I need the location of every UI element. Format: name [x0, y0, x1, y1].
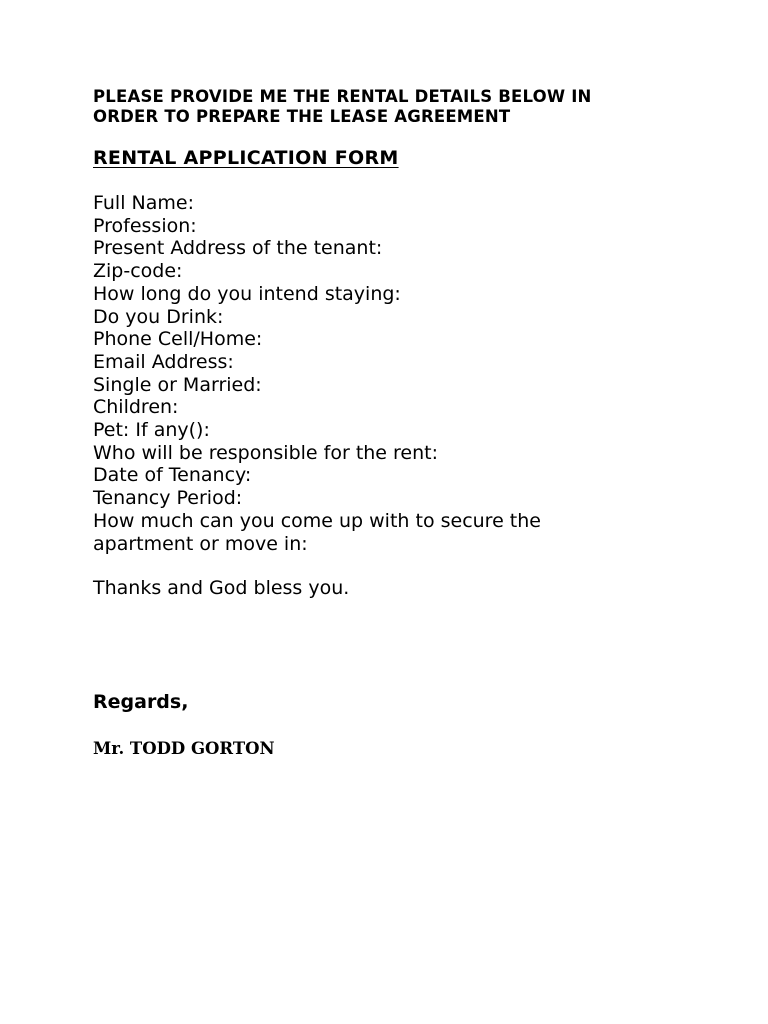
field-phone: Phone Cell/Home: [93, 328, 263, 351]
field-tenancy-period: Tenancy Period: [93, 487, 243, 510]
field-pet: Pet: If any(): [93, 419, 210, 442]
field-marital-status: Single or Married: [93, 373, 262, 396]
field-email: Email Address: [93, 350, 234, 373]
signature-name: Mr. TODD GORTON [93, 739, 275, 758]
intro-instruction [93, 87, 693, 127]
field-date-of-tenancy: Date of Tenancy: [93, 464, 252, 487]
field-move-in-amount-line-1: How much can you come up with to secure the [93, 509, 541, 532]
field-profession: Profession: [93, 214, 197, 237]
field-stay-duration: How long do you intend staying: [93, 282, 401, 305]
closing-line: Thanks and God bless you. [93, 577, 350, 599]
intro-line-1: PLEASE PROVIDE ME THE RENTAL DETAILS BELOW IN [93, 87, 592, 106]
field-drink: Do you Drink: [93, 305, 224, 328]
field-zip-code: Zip-code: [93, 260, 183, 283]
form-title: RENTAL APPLICATION FORM [93, 147, 399, 169]
field-children: Children: [93, 396, 179, 419]
field-move-in-amount-line-2: apartment or move in: [93, 532, 308, 555]
field-full-name: Full Name: [93, 192, 194, 214]
regards: Regards, [93, 691, 189, 713]
field-rent-responsible: Who will be responsible for the rent: [93, 441, 439, 464]
field-present-address: Present Address of the tenant: [93, 237, 383, 260]
intro-line-2: ORDER TO PREPARE THE LEASE AGREEMENT [93, 107, 511, 126]
form-field-list [93, 192, 693, 555]
